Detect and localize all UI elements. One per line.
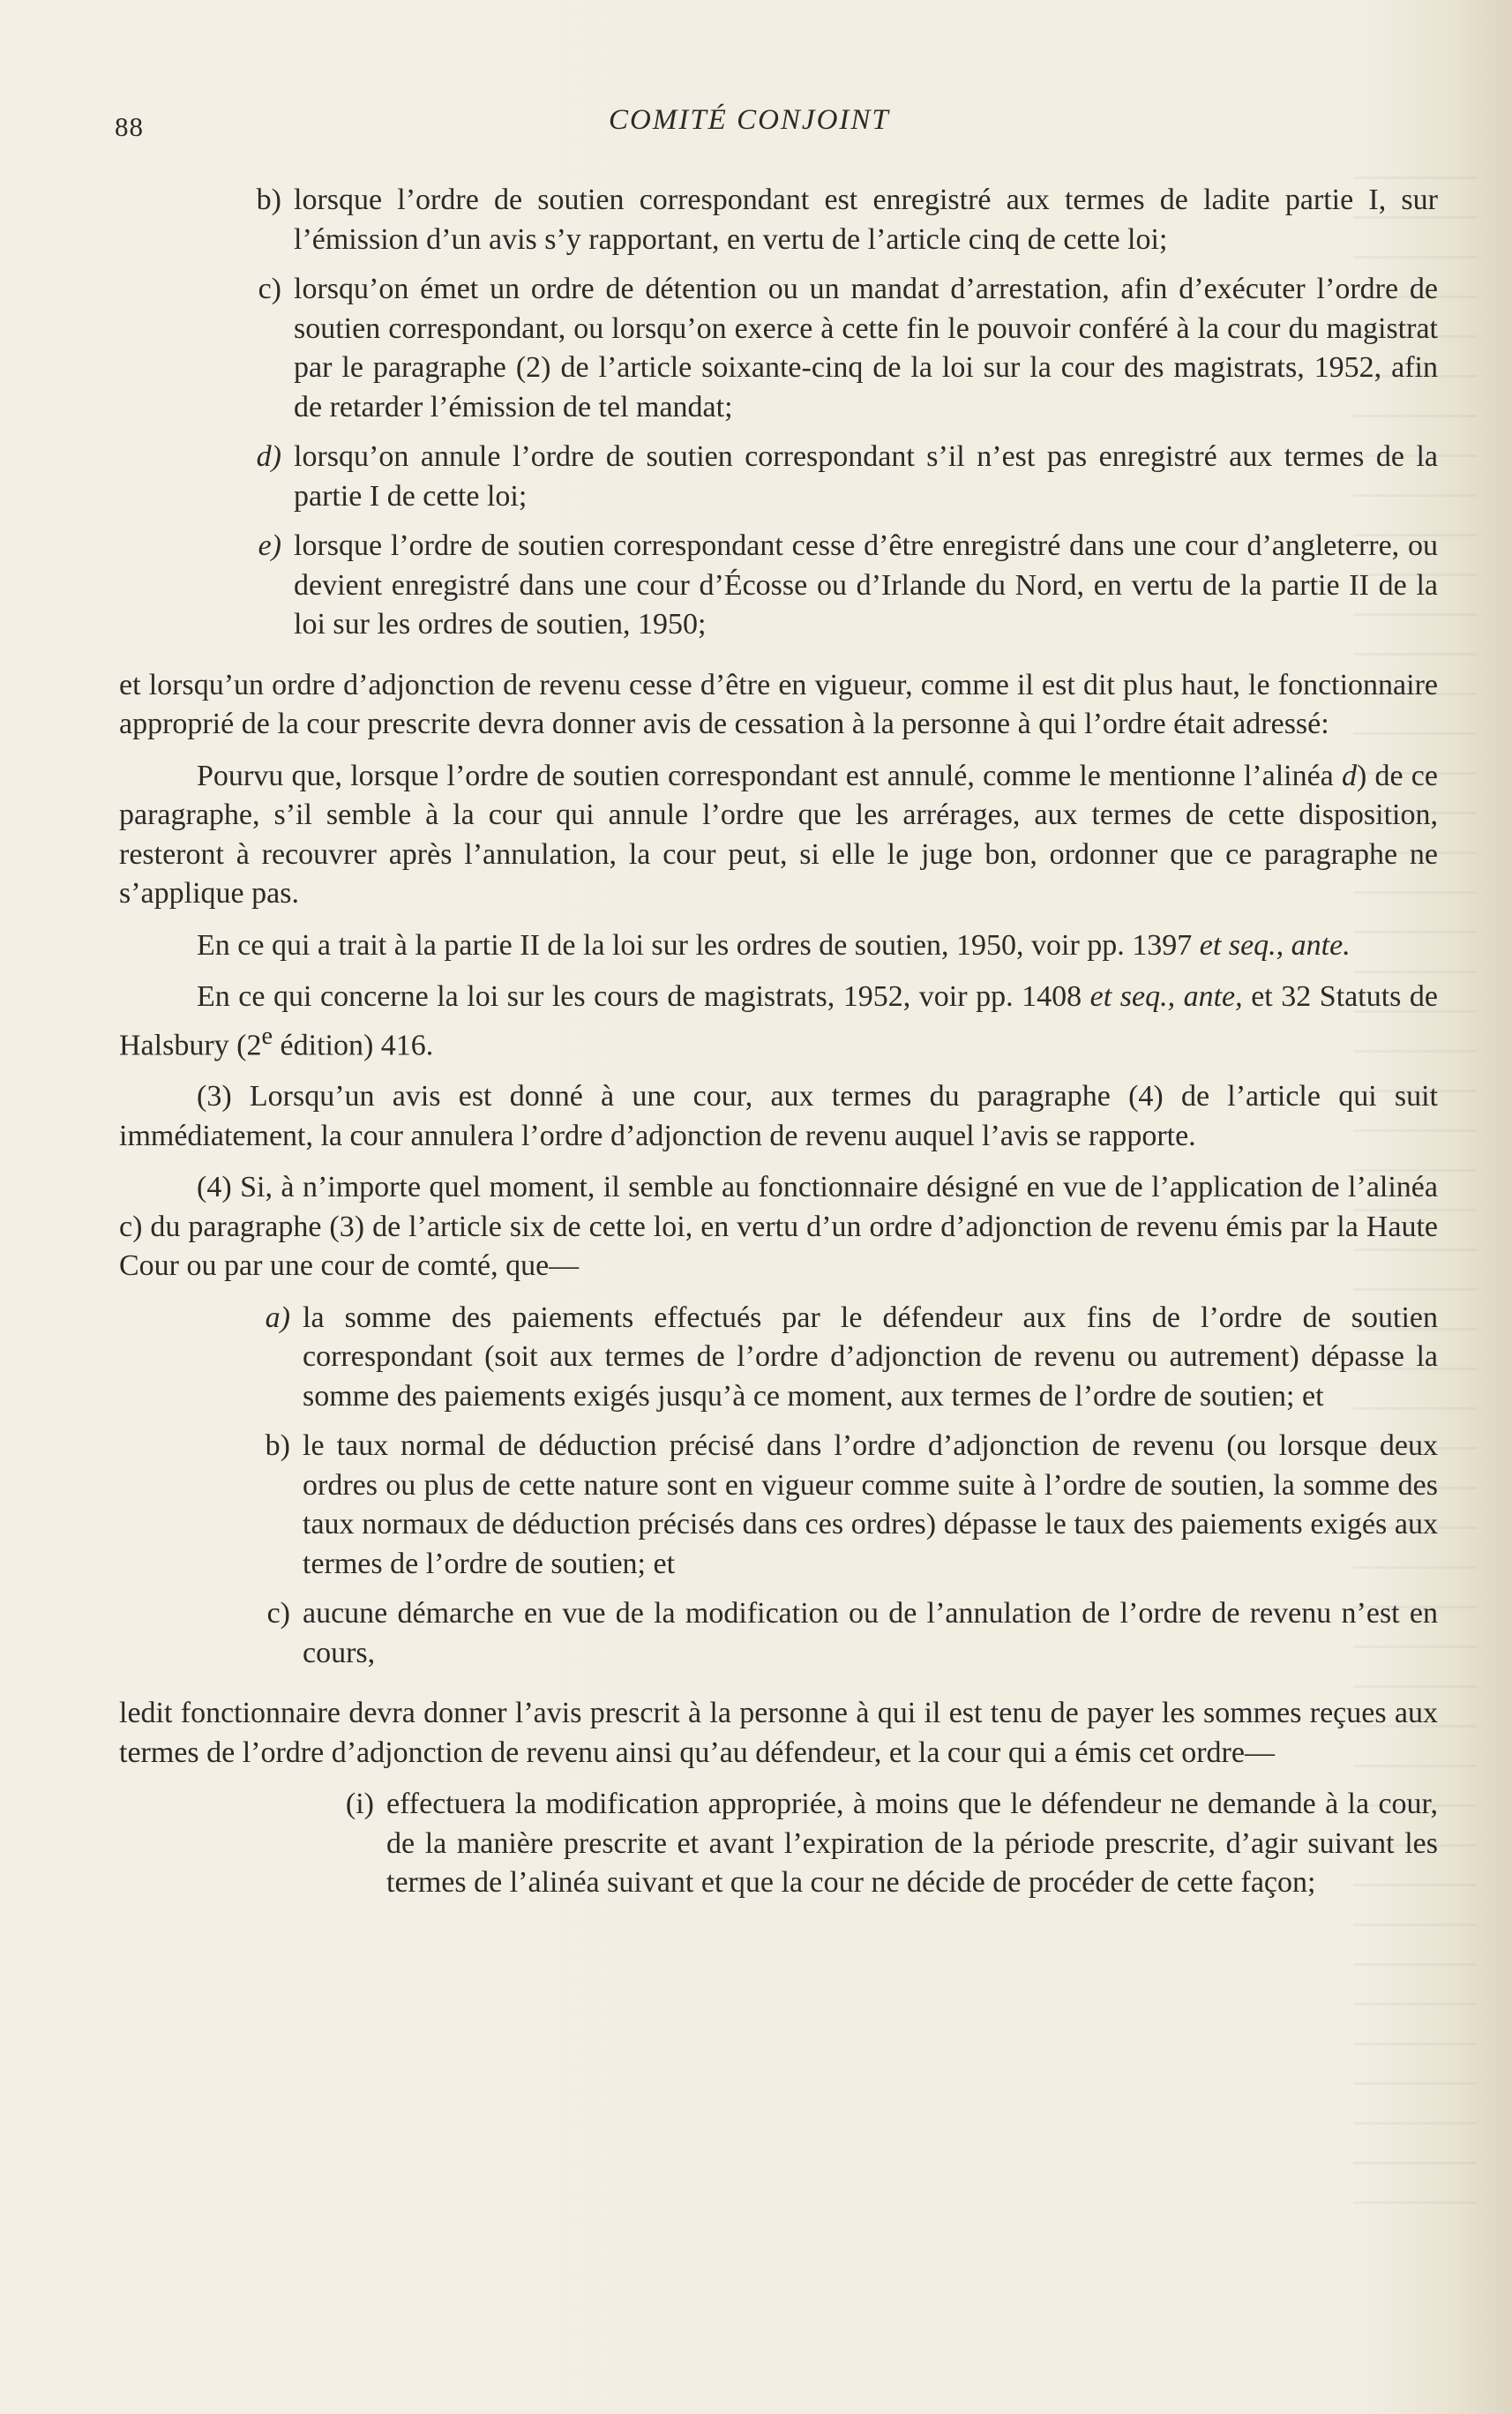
item-text: lorsqu’on émet un ordre de détention ou un mandat d’arrestation, afin d’exécuter l’ordre de soutien correspondant, ou lorsqu’on exerce à cette fin le pouvoir conféré à la cour du magistrat par le paragraphe (2) de l’article soixante-cinq de la loi sur la cour des magistrats, 1952, afin de retarder l’émission de tel mandat; [294,273,1438,424]
body-text [119,181,1438,1914]
paragraph-fonctionnaire: ledit fonctionnaire devra donner l’avis prescrit à la personne à qui il est tenu de payer les sommes reçues aux termes de l’ordre d’adjonction de revenu ainsi qu’au défendeur, et la cour qui a émis cet ordre— [119,1697,1438,1769]
paragraph-4: (4) Si, à n’importe quel moment, il semble au fonctionnaire désigné en vue de l’application de l’alinéa c) du paragraphe (3) de l’article six de cette loi, en vertu d’un ordre d’adjonction de revenu émis par la Haute Cour ou par une cour de comté, que— [119,1171,1438,1283]
list-item [243,1299,1438,1417]
clause-list-second [243,1299,1438,1674]
proviso-text-end: ) de ce paragraphe, s’il semble à la cour qui annule l’ordre que les arrérages, aux termes de cette disposition, resteront à recouvrer après l’annulation, la cour peut, si elle le juge bon, ordonner que ce paragraphe ne s’applique pas. [119,759,1438,910]
item-text: le taux normal de déduction précisé dans l’ordre d’adjonction de revenu (ou lorsque deux ordres ou plus de cette nature sont en vigueur comme suite à l’ordre de soutien, la somme des taux normaux de déduction précisés dans ces ordres) dépasse le taux des paiements exigés aux termes de l’ordre de soutien; et [303,1429,1438,1580]
list-item [234,181,1438,259]
item-text: lorsque l’ordre de soutien correspondant cesse d’être enregistré dans une cour d’angleterre, ou devient enregistré dans une cour d’Écosse ou d’Irlande du Nord, en vertu de la partie II de la loi sur les ordres de soutien, 1950; [294,529,1438,641]
list-item [318,1785,1438,1903]
note1-text: En ce qui a trait à la partie II de la loi sur les ordres de soutien, 1950, voir pp. 1397 [197,928,1200,962]
running-title: COMITÉ CONJOINT [609,104,890,136]
note2-italic: et seq., ante, [1089,980,1243,1013]
note2-text: En ce qui concerne la loi sur les cours de magistrats, 1952, voir pp. 1408 [197,980,1090,1013]
item-text: la somme des paiements effectués par le défendeur aux fins de l’ordre de soutien correspondant (soit aux termes de l’ordre d’adjonction de revenu ou autrement) dépasse la somme des paiements exigés jusqu’à ce moment, aux termes de l’ordre de soutien; et [303,1301,1438,1413]
list-item [234,438,1438,516]
proviso-text-start: Pourvu que, lorsque l’ordre de soutien correspondant est annulé, comme le mentionne l’alinéa [197,759,1342,792]
item-text: aucune démarche en vue de la modification ou de l’annulation de l’ordre de revenu n’est en cours, [303,1597,1438,1669]
paragraph-cessation: et lorsqu’un ordre d’adjonction de revenu cesse d’être en vigueur, comme il est dit plus haut, le fonctionnaire approprié de la cour prescrite devra donner avis de cessation à la personne à qui l’ordre était adressé: [119,668,1438,740]
clause-list-first [234,181,1438,645]
clause-list-third [318,1785,1438,1903]
item-label: a) [265,1301,290,1334]
paragraph-3: (3) Lorsqu’un avis est donné à une cour, aux termes du paragraphe (4) de l’article qui suit immédiatement, la cour annulera l’ordre d’adjonction de revenu auquel l’avis se rapporte. [119,1080,1438,1152]
list-item [234,527,1438,645]
list-item [234,270,1438,427]
list-item [243,1594,1438,1673]
proviso-letter: d [1341,759,1357,792]
item-label: c) [258,273,281,305]
item-label: b) [256,184,281,216]
item-label: c) [266,1597,290,1631]
page-header [115,104,1438,157]
note-magistrates-courts [119,978,1438,1065]
item-text: effectuera la modification appropriée, à moins que le défendeur ne demande à la cour, de la manière prescrite et avant l’expiration de la période prescrite, d’agir suivant les termes de l’alinéa suivant et que la cour ne décide de procéder de cette façon; [386,1788,1438,1900]
item-text: lorsque l’ordre de soutien correspondant est enregistré aux termes de ladite partie I, sur l’émission d’un avis s’y rapportant, en vertu de l’article cinq de cette loi; [294,184,1438,256]
note2-end: édition) 416. [273,1028,434,1061]
item-label: d) [256,440,281,473]
note2-tail: et 32 Statuts de Halsbury (2 [119,980,1439,1061]
note2-superscript: e [261,1022,273,1050]
item-label: (i) [345,1788,374,1821]
note1-italic: et seq., ante. [1199,928,1351,962]
item-label: e) [258,529,281,562]
item-label: b) [265,1429,290,1463]
paragraph-proviso [119,757,1438,914]
page-number: 88 [115,111,144,142]
note-maintenance-orders [119,926,1438,966]
item-text: lorsqu’on annule l’ordre de soutien correspondant s’il n’est pas enregistré aux termes de la partie I de cette loi; [294,440,1438,513]
list-item [243,1427,1438,1584]
